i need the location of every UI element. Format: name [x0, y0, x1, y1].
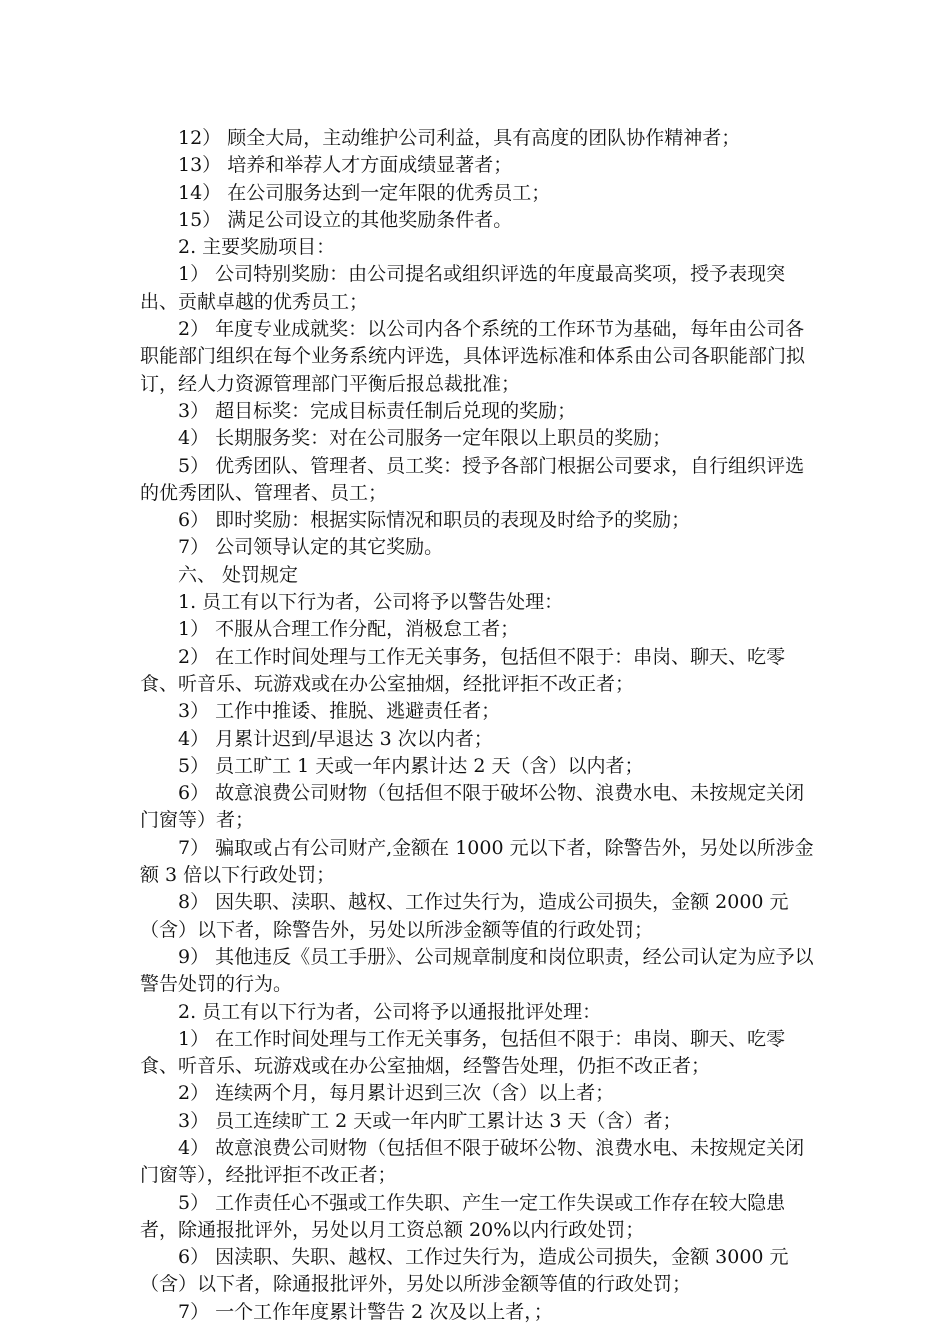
paragraph-criticism-item-2: 2） 连续两个月，每月累计迟到三次（含）以上者； — [178, 1082, 615, 1105]
paragraph-award-condition-13: 13） 培养和举荐人才方面成绩显著者； — [178, 154, 513, 177]
paragraph-warning-item-2: 2） 在工作时间处理与工作无关事务，包括但不限于：串岗、聊天、吃零食、听音乐、玩游戏或在办公室抽烟，经批评拒不改正者； — [140, 645, 786, 695]
heading-main-award-items: 2. 主要奖励项目： — [178, 236, 336, 259]
paragraph-award-item-2: 2） 年度专业成就奖：以公司内各个系统的工作环节为基础，每年由公司各职能部门组织在每个业务系统内评选，具体评选标准和体系由公司各职能部门拟订，经人力资源管理部门平衡后报总裁批准； — [140, 318, 806, 395]
paragraph-criticism-item-3: 3） 员工连续旷工 2 天或一年内旷工累计达 3 天（含）者； — [178, 1109, 682, 1132]
paragraph-award-item-4: 4） 长期服务奖：对在公司服务一定年限以上职员的奖励； — [178, 427, 672, 450]
paragraph-award-item-6: 6） 即时奖励：根据实际情况和职员的表现及时给予的奖励； — [178, 509, 691, 532]
heading-warning-section: 1. 员工有以下行为者，公司将予以警告处理： — [178, 591, 564, 614]
paragraph-award-item-3: 3） 超目标奖：完成目标责任制后兑现的奖励； — [178, 399, 577, 422]
paragraph-warning-item-7: 7） 骗取或占有公司财产,金额在 1000 元以下者，除警告外，另处以所涉金额 3 倍以下行政处罚； — [140, 836, 814, 887]
paragraph-award-condition-12: 12） 顾全大局，主动维护公司利益，具有高度的团队协作精神者； — [178, 127, 741, 149]
heading-criticism-section: 2. 员工有以下行为者，公司将予以通报批评处理： — [178, 1000, 602, 1023]
paragraph-award-item-1: 1） 公司特别奖励：由公司提名或组织评选的年度最高奖项，授予表现突出、贡献卓越的优秀员工； — [140, 263, 786, 313]
paragraph-criticism-item-1: 1） 在工作时间处理与工作无关事务，包括但不限于：串岗、聊天、吃零食、听音乐、玩游戏或在办公室抽烟，经警告处理，仍拒不改正者； — [140, 1027, 786, 1078]
document-body — [140, 125, 820, 1326]
paragraph-warning-item-8: 8） 因失职、渎职、越权、工作过失行为，造成公司损失，金额 2000 元（含）以下者，除警告外，另处以所涉金额等值的行政处罚； — [140, 891, 789, 941]
paragraph-award-item-7: 7） 公司领导认定的其它奖励。 — [178, 536, 444, 559]
paragraph-warning-item-9: 9） 其他违反《员工手册》、公司规章制度和岗位职责，经公司认定为应予以警告处罚的行为。 — [140, 945, 814, 996]
paragraph-criticism-item-6: 6） 因渎职、失职、越权、工作过失行为，造成公司损失，金额 3000 元（含）以下者，除通报批评外，另处以所涉金额等值的行政处罚； — [140, 1246, 789, 1296]
paragraph-award-item-5: 5） 优秀团队、管理者、员工奖：授予各部门根据公司要求，自行组织评选的优秀团队、管理者、员工； — [140, 454, 805, 504]
paragraph-warning-item-3: 3） 工作中推诿、推脱、逃避责任者； — [178, 700, 501, 723]
paragraph-warning-item-6: 6） 故意浪费公司财物（包括但不限于破坏公物、浪费水电、未按规定关闭门窗等）者； — [140, 782, 805, 832]
paragraph-award-condition-14: 14） 在公司服务达到一定年限的优秀员工； — [178, 181, 551, 204]
paragraph-criticism-item-4: 4） 故意浪费公司财物（包括但不限于破坏公物、浪费水电、未按规定关闭门窗等），经批评拒不改正者； — [140, 1136, 805, 1187]
heading-penalty-rules: 六、 处罚规定 — [178, 563, 299, 586]
paragraph-warning-item-4: 4） 月累计迟到/早退达 3 次以内者； — [178, 727, 493, 750]
paragraph-criticism-item-5: 5） 工作责任心不强或工作失职、产生一定工作失误或工作存在较大隐患者，除通报批评外，另处以月工资总额 20%以内行政处罚； — [140, 1191, 786, 1241]
paragraph-warning-item-5: 5） 员工旷工 1 天或一年内累计达 2 天（含）以内者； — [178, 754, 644, 777]
paragraph-criticism-item-7: 7） 一个工作年度累计警告 2 次及以上者，； — [178, 1300, 553, 1323]
paragraph-award-condition-15: 15） 满足公司设立的其他奖励条件者。 — [178, 208, 513, 231]
paragraph-warning-item-1: 1） 不服从合理工作分配，消极怠工者； — [178, 618, 520, 641]
